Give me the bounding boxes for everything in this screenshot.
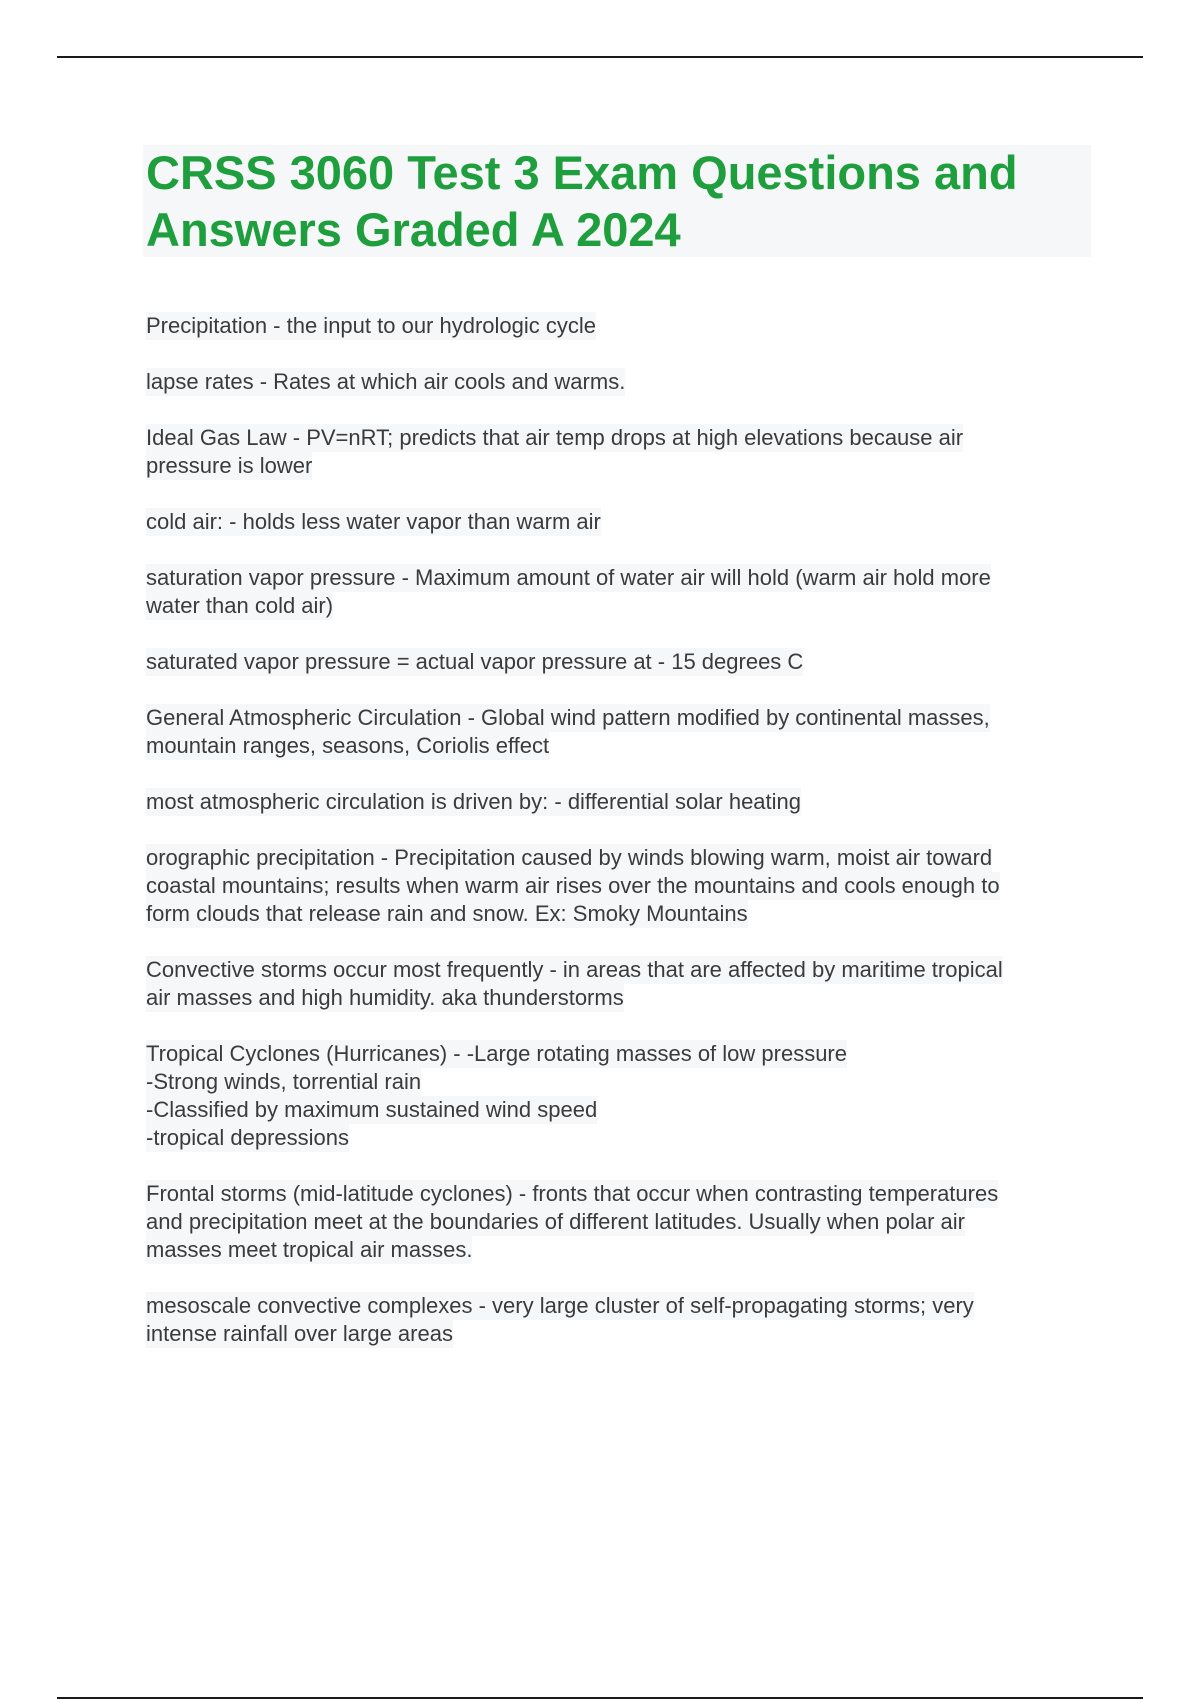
qa-entry-line: -Strong winds, torrential rain bbox=[146, 1069, 422, 1094]
qa-entry bbox=[146, 844, 1096, 928]
qa-entry-line: and precipitation meet at the boundaries of different latitudes. Usually when polar air bbox=[146, 1209, 965, 1234]
qa-entry-line: intense rainfall over large areas bbox=[146, 1321, 453, 1346]
qa-entry bbox=[146, 704, 1096, 760]
qa-entry-line: most atmospheric circulation is driven by: - differential solar heating bbox=[146, 789, 802, 814]
qa-entry-line: masses meet tropical air masses. bbox=[146, 1237, 473, 1262]
qa-entry bbox=[146, 508, 1096, 536]
qa-entry-line: Ideal Gas Law - PV=nRT; predicts that air temp drops at high elevations because air bbox=[146, 425, 964, 450]
qa-entry-line: Frontal storms (mid-latitude cyclones) - fronts that occur when contrasting temperatures bbox=[146, 1181, 999, 1206]
qa-entry-line: Tropical Cyclones (Hurricanes) - -Large rotating masses of low pressure bbox=[146, 1041, 847, 1066]
qa-entry bbox=[146, 424, 1096, 480]
qa-entry-line: mountain ranges, seasons, Coriolis effect bbox=[146, 733, 550, 758]
bottom-rule bbox=[57, 1697, 1143, 1699]
qa-entry-line: form clouds that release rain and snow. Ex: Smoky Mountains bbox=[146, 901, 748, 926]
qa-entry-line: -Classified by maximum sustained wind speed bbox=[146, 1097, 598, 1122]
qa-entry-line: saturation vapor pressure - Maximum amount of water air will hold (warm air hold more bbox=[146, 565, 991, 590]
qa-entry-line: saturated vapor pressure = actual vapor pressure at - 15 degrees C bbox=[146, 649, 804, 674]
title-line-1: CRSS 3060 Test 3 Exam Questions and bbox=[146, 146, 1018, 199]
qa-entry-line: mesoscale convective complexes - very large cluster of self-propagating storms; very bbox=[146, 1293, 974, 1318]
qa-entry-line: Convective storms occur most frequently - in areas that are affected by maritime tropical bbox=[146, 957, 1003, 982]
qa-entry-line: -tropical depressions bbox=[146, 1125, 349, 1150]
qa-entry-line: pressure is lower bbox=[146, 453, 313, 478]
document-title bbox=[146, 144, 1086, 258]
qa-entry bbox=[146, 1180, 1096, 1264]
qa-entry-line: Precipitation - the input to our hydrologic cycle bbox=[146, 313, 597, 338]
qa-entry-line: air masses and high humidity. aka thunderstorms bbox=[146, 985, 624, 1010]
title-line-2: Answers Graded A 2024 bbox=[146, 203, 681, 256]
qa-entry-line: coastal mountains; results when warm air rises over the mountains and cools enough to bbox=[146, 873, 1000, 898]
qa-entry-line: General Atmospheric Circulation - Global wind pattern modified by continental masses, bbox=[146, 705, 990, 730]
qa-list bbox=[146, 312, 1096, 1348]
qa-entry bbox=[146, 312, 1096, 340]
qa-entry bbox=[146, 648, 1096, 676]
qa-entry bbox=[146, 564, 1096, 620]
qa-entry-line: water than cold air) bbox=[146, 593, 334, 618]
top-rule bbox=[57, 56, 1143, 58]
qa-entry-line: orographic precipitation - Precipitation caused by winds blowing warm, moist air toward bbox=[146, 845, 993, 870]
qa-entry bbox=[146, 788, 1096, 816]
qa-entry bbox=[146, 956, 1096, 1012]
qa-entry bbox=[146, 368, 1096, 396]
qa-entry-line: lapse rates - Rates at which air cools and warms. bbox=[146, 369, 626, 394]
qa-entry bbox=[146, 1292, 1096, 1348]
qa-entry-line: cold air: - holds less water vapor than warm air bbox=[146, 509, 601, 534]
qa-entry bbox=[146, 1040, 1096, 1152]
